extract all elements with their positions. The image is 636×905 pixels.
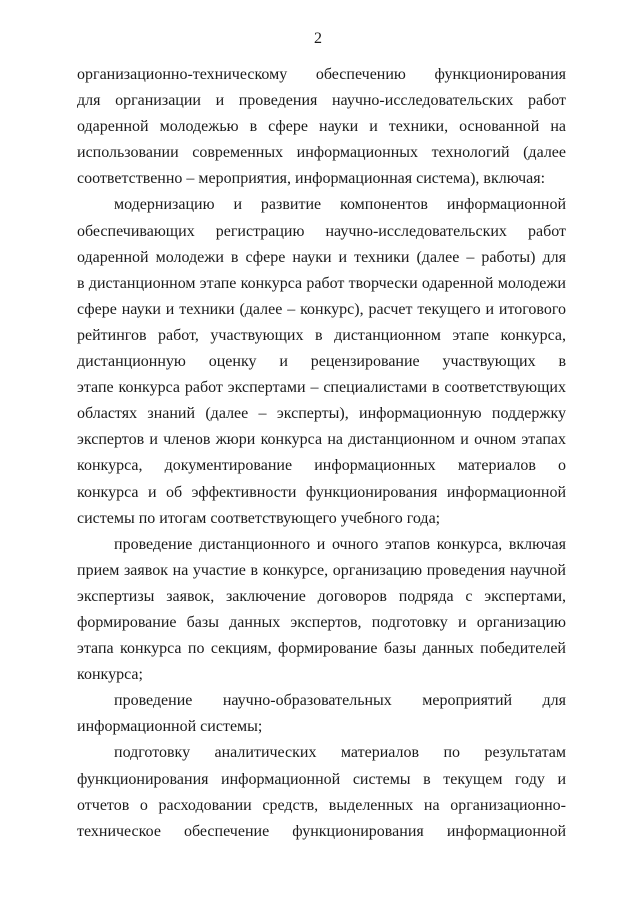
text-line: организационно-техническому обеспечению функционирования: [77, 66, 566, 83]
text-line: одаренной молодежи в сфере науки и техники (далее – работы) для: [77, 248, 566, 266]
text-line: информационной системы;: [77, 718, 263, 736]
text-line: экспертов и членов жюри конкурса на дистанционном и очном этапах: [77, 431, 566, 449]
text-line: этапа конкурса по секциям, формирование базы данных победителей: [77, 640, 566, 658]
page-number: 2: [314, 30, 322, 47]
text-line: дистанционную оценку и рецензирование участвующих в: [77, 353, 566, 371]
paragraph: [77, 740, 566, 844]
text-line: одаренной молодежью в сфере науки и техники, основанной на: [77, 118, 566, 136]
text-line: этапе конкурса работ экспертами – специалистами в соответствующих: [77, 379, 566, 397]
text-line: конкурса, документирование информационных материалов о: [77, 457, 566, 475]
document-body: [77, 62, 566, 845]
text-line: системы по итогам соответствующего учебного года;: [77, 509, 441, 527]
text-line: прием заявок на участие в конкурсе, организацию проведения научной: [77, 561, 566, 579]
paragraph: [77, 62, 566, 192]
paragraph: [77, 192, 566, 531]
text-line: использовании современных информационных технологий (далее: [77, 144, 566, 162]
text-line: проведение научно-образовательных мероприятий для: [114, 692, 566, 710]
text-line: в дистанционном этапе конкурса работ творчески одаренной молодежи: [77, 274, 566, 292]
text-line: функционирования информационной системы в текущем году и: [77, 770, 566, 788]
text-line: подготовку аналитических материалов по результатам: [114, 744, 566, 762]
text-line: сфере науки и техники (далее – конкурс), расчет текущего и итогового: [77, 300, 566, 318]
text-line: соответственно – мероприятия, информационная система), включая:: [77, 170, 546, 188]
text-line: формирование базы данных экспертов, подготовку и организацию: [77, 613, 566, 631]
paragraph: [77, 532, 566, 689]
text-line: проведение дистанционного и очного этапов конкурса, включая: [114, 535, 566, 553]
text-line: обеспечивающих регистрацию научно-исследовательских работ: [77, 222, 566, 240]
paragraph: [77, 688, 566, 740]
text-line: отчетов о расходовании средств, выделенных на организационно-: [77, 796, 566, 814]
text-line: конкурса;: [77, 666, 143, 684]
text-line: рейтингов работ, участвующих в дистанционном этапе конкурса,: [77, 326, 566, 344]
text-line: модернизацию и развитие компонентов информационной: [114, 196, 566, 214]
text-line: для организации и проведения научно-исследовательских работ: [77, 92, 566, 110]
text-line: конкурса и об эффективности функционирования информационной: [77, 483, 566, 501]
text-line: техническое обеспечение функционирования информационной: [77, 822, 566, 840]
text-line: экспертизы заявок, заключение договоров подряда с экспертами,: [77, 587, 566, 605]
text-line: областях знаний (далее – эксперты), информационную поддержку: [77, 405, 566, 423]
